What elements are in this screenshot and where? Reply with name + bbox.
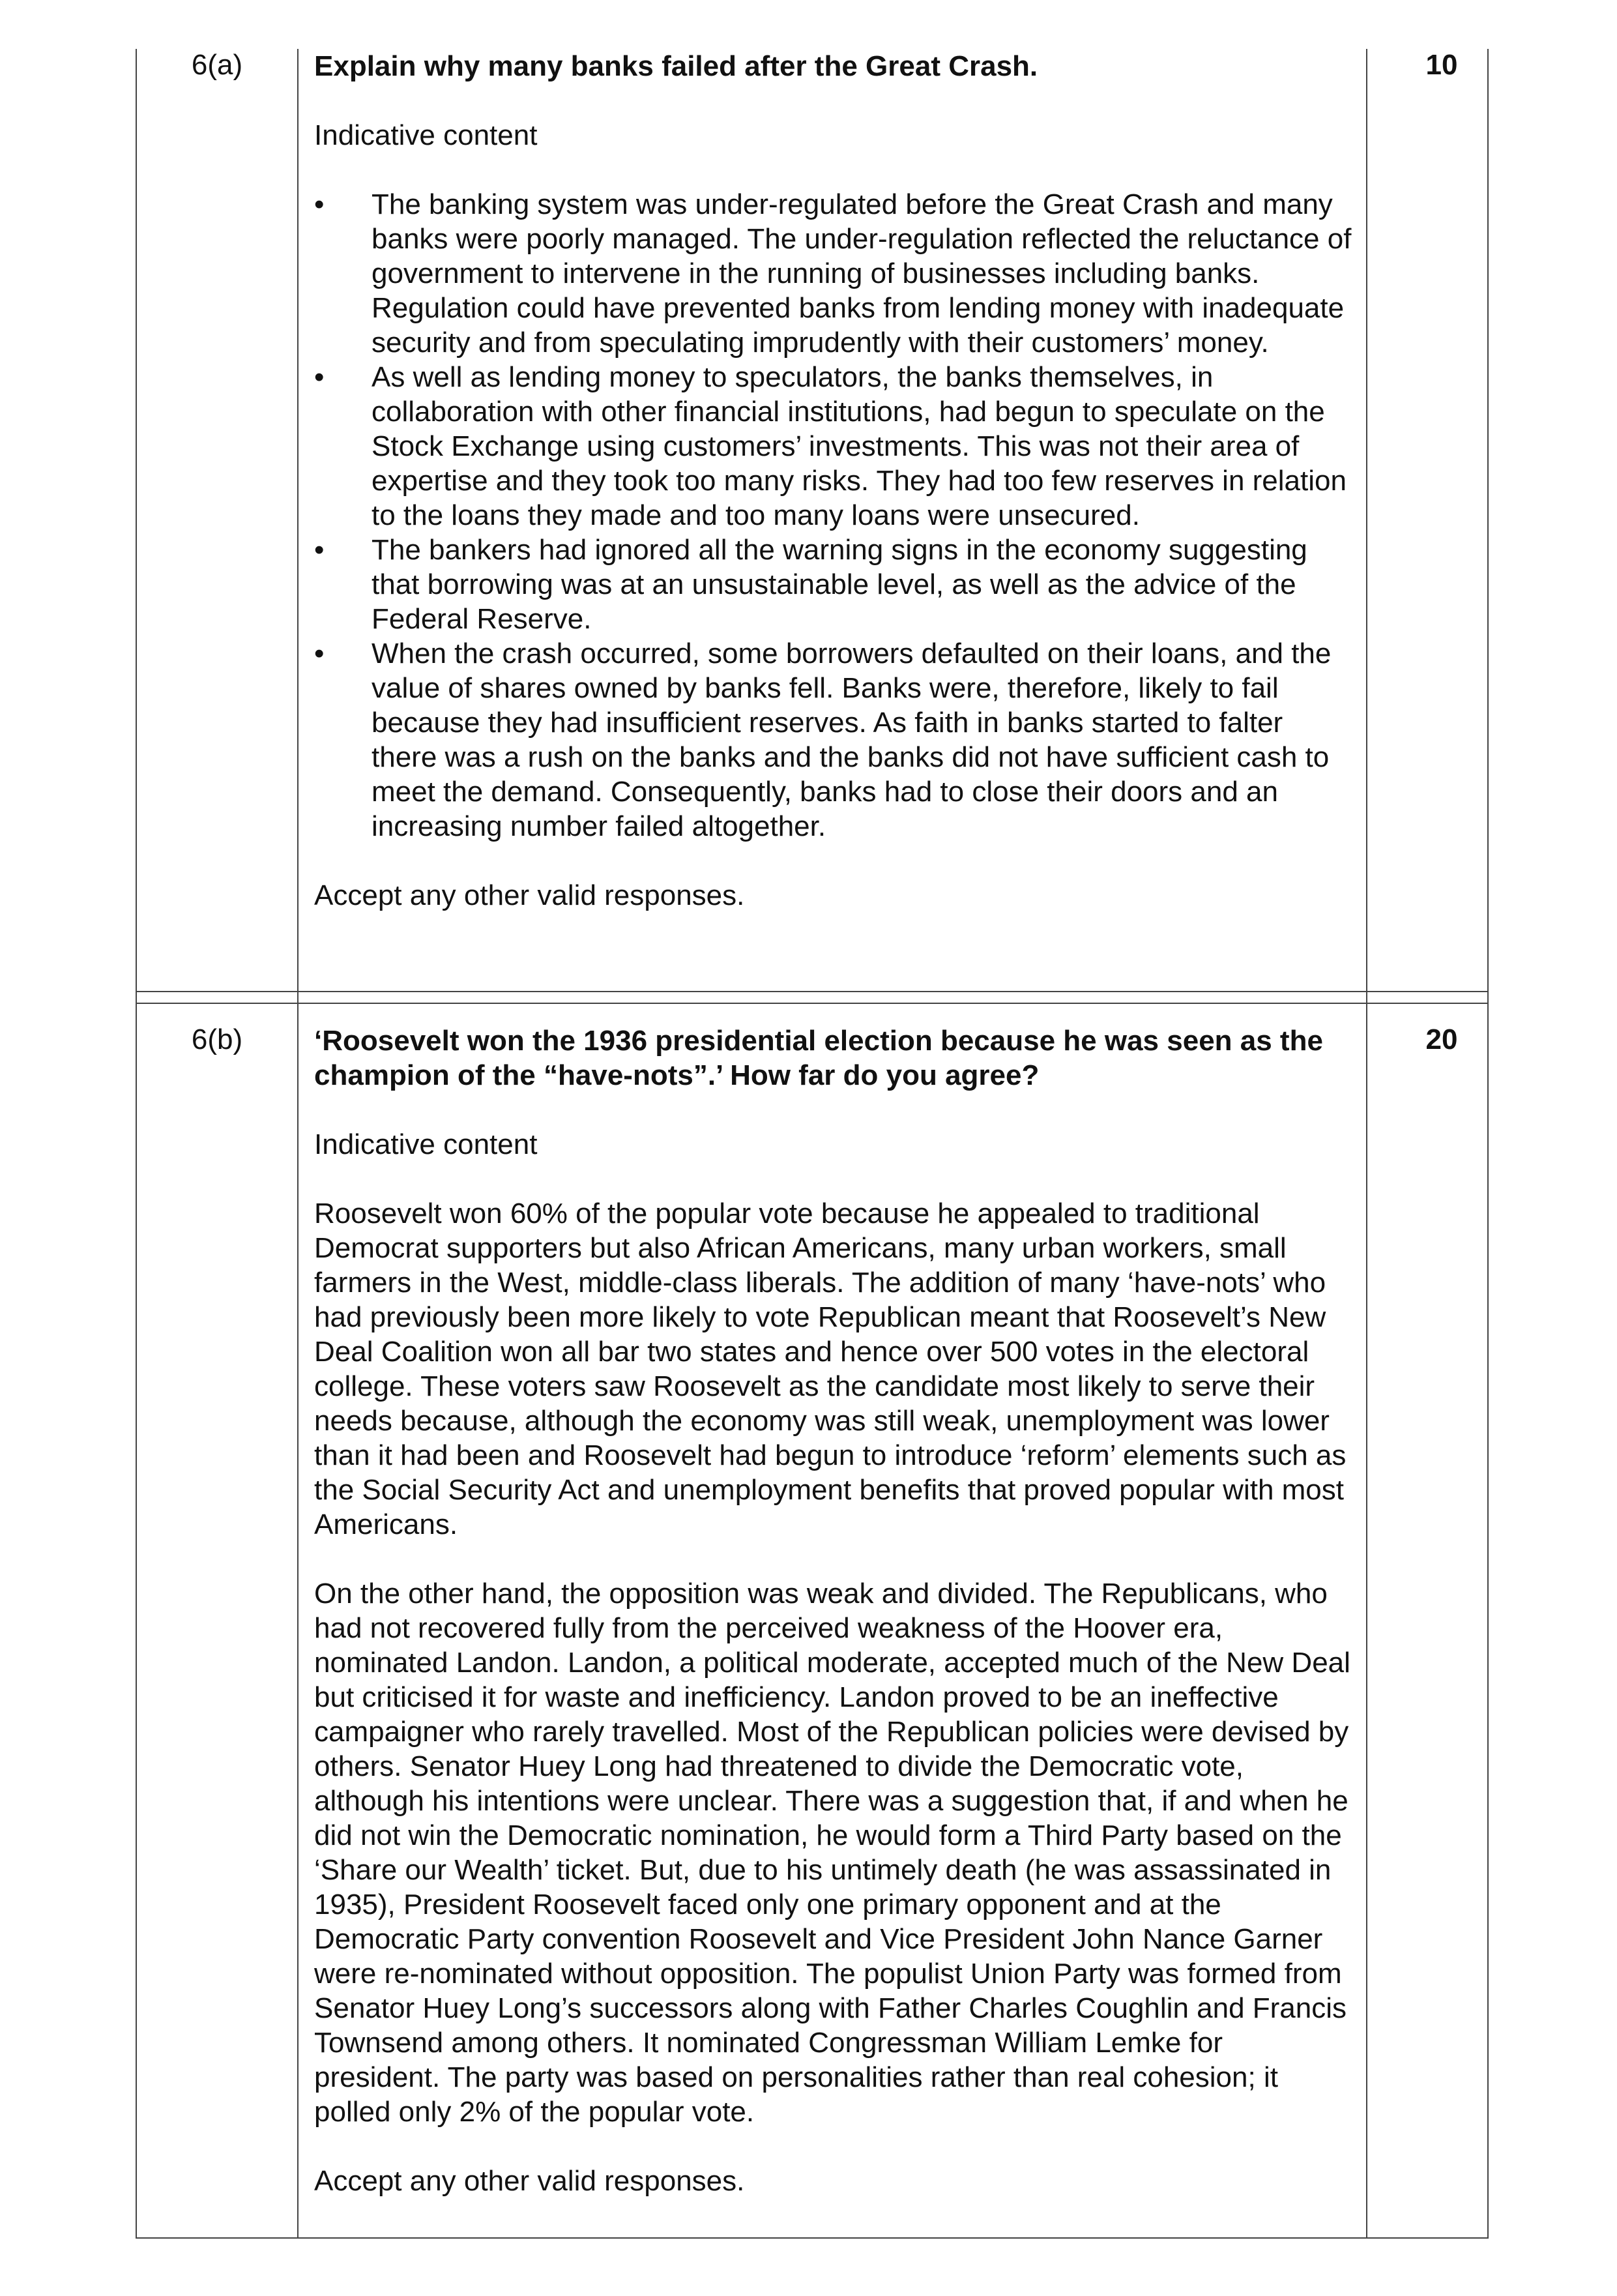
marks-value: 20 — [1425, 1023, 1458, 1055]
marks-value: 10 — [1425, 49, 1458, 81]
question-6a-row — [136, 49, 1489, 991]
divider-cell — [1367, 992, 1490, 1003]
question-body — [299, 1004, 1367, 2237]
indicative-content-label: Indicative content — [314, 1128, 538, 1160]
question-body — [299, 49, 1367, 991]
divider-cell — [137, 992, 299, 1003]
question-6b-row — [136, 1004, 1489, 2239]
question-title: ‘Roosevelt won the 1936 presidential election because he was seen as the champion of the “have-nots”.’ How far do you agree? — [314, 1025, 1323, 1091]
list-item: • The banking system was under-regulated before the Great Crash and many banks were poorly managed. The under-regulation reflected the reluctance of government to intervene in the running of businesses including banks. Regulation could have prevented banks from lending money with inadequate security and from speculating imprudently with their customers’ money. — [314, 187, 1353, 360]
list-item: • When the crash occurred, some borrowers defaulted on their loans, and the value of shares owned by banks fell. Banks were, therefore, likely to fail because they had insufficient reserves. As faith in banks started to falter there was a rush on the banks and the banks did not have sufficient cash to meet the demand. Consequently, banks had to close their doors and an increasing number failed altogether. — [314, 636, 1353, 844]
question-title: Explain why many banks failed after the Great Crash. — [314, 50, 1038, 82]
mark-scheme-table — [136, 49, 1489, 2239]
list-item: • As well as lending money to speculators, the banks themselves, in collaboration with other financial institutions, had begun to speculate on the Stock Exchange using customers’ investments. This was not their area of expertise and they took too many risks. They had too few reserves in relation to the loans they made and too many loans were unsecured. — [314, 360, 1353, 533]
row-divider — [136, 991, 1489, 1004]
paragraph: Roosevelt won 60% of the popular vote because he appealed to traditional Democrat supporters but also African Americans, many urban workers, small farmers in the West, middle-class liberals. The addition of many ‘have-nots’ who had previously been more likely to vote Republican meant that Roosevelt’s New Deal Coalition won all bar two states and hence over 500 votes in the electoral college. These voters saw Roosevelt as the candidate most likely to serve their needs because, although the economy was still weak, unemployment was lower than it had been and Roosevelt had begun to introduce ‘reform’ elements such as the Social Security Act and unemployment benefits that proved popular with most Americans. — [314, 1198, 1347, 1540]
divider-cell — [299, 992, 1367, 1003]
indicative-content-label: Indicative content — [314, 119, 538, 151]
question-number: 6(b) — [137, 1004, 299, 2237]
list-item: • The bankers had ignored all the warning signs in the economy suggesting that borrowing was at an unsustainable level, as well as the advice of the Federal Reserve. — [314, 533, 1353, 636]
bullet-list — [314, 187, 1353, 844]
accept-note: Accept any other valid responses. — [314, 879, 745, 911]
accept-note: Accept any other valid responses. — [314, 2165, 745, 2197]
paragraph: On the other hand, the opposition was weak and divided. The Republicans, who had not recovered fully from the perceived weakness of the Hoover era, nominated Landon. Landon, a political moderate, accepted much of the New Deal but criticised it for waste and inefficiency. Landon proved to be an ineffective campaigner who rarely travelled. Most of the Republican policies were devised by others. Senator Huey Long had threatened to divide the Democratic vote, although his intentions were unclear. There was a suggestion that, if and when he did not win the Democratic nomination, he would form a Third Party based on the ‘Share our Wealth’ ticket. But, due to his untimely death (he was assassinated in 1935), President Roosevelt faced only one primary opponent and at the Democratic Party convention Roosevelt and Vice President John Nance Garner were re-nominated without opposition. The populist Union Party was formed from Senator Huey Long’s successors along with Father Charles Coughlin and Francis Townsend among others. It nominated Congressman William Lemke for president. The party was based on personalities rather than real cohesion; it polled only 2% of the popular vote. — [314, 1578, 1350, 2128]
question-number: 6(a) — [137, 49, 299, 991]
